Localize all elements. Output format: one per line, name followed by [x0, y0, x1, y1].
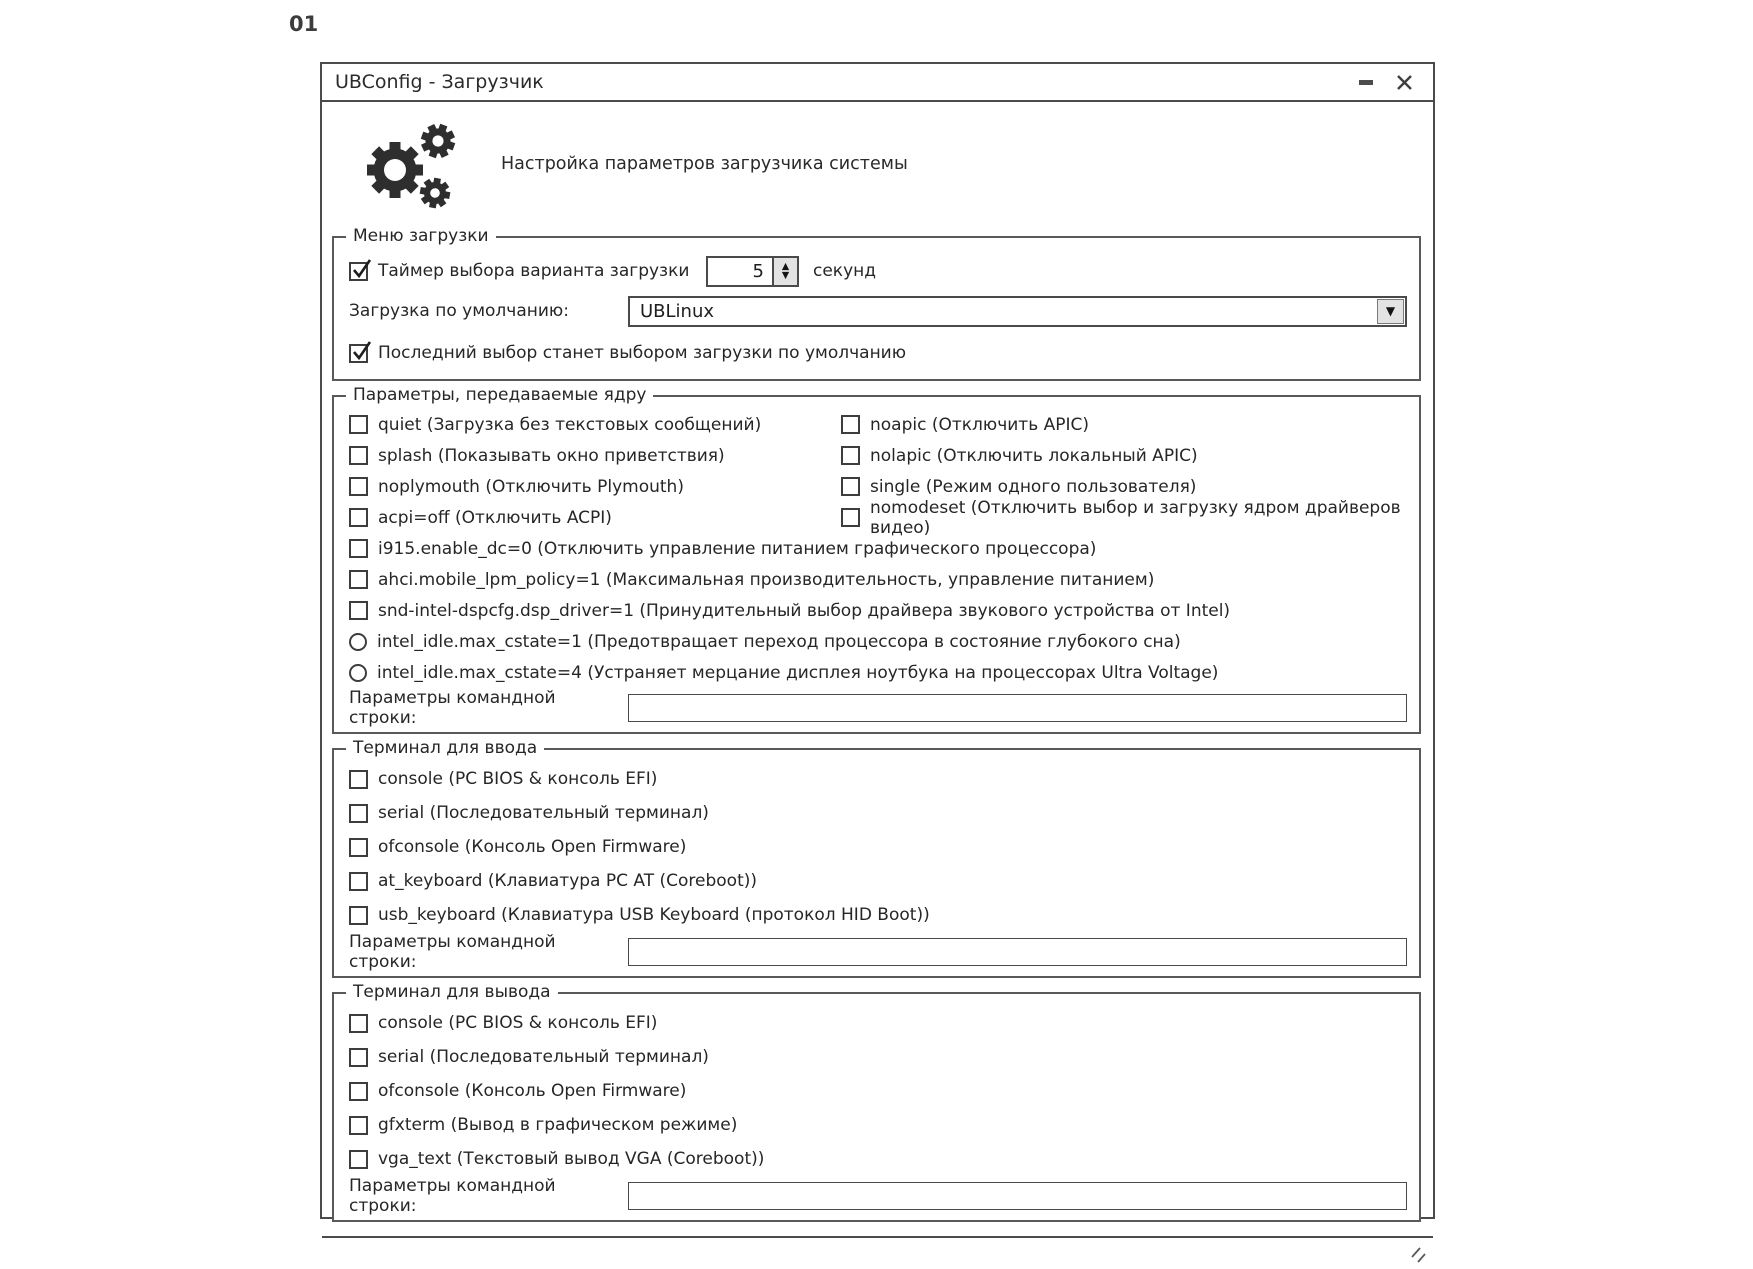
- checkbox-row-ahci-mobile-lpm-policy: [349, 564, 1407, 595]
- output-terminal-row-vga-text: [349, 1142, 1407, 1176]
- titlebar: [322, 64, 1433, 102]
- ahci-mobile-lpm-policy-label[interactable]: ahci.mobile_lpm_policy=1 (Максимальная производительность, управление питанием): [378, 569, 1155, 590]
- snd-intel-dspcfg-label[interactable]: snd-intel-dspcfg.dsp_driver=1 (Принудительный выбор драйвера звукового устройства от Intel): [378, 600, 1231, 621]
- group-kernel-params: [332, 385, 1421, 734]
- noplymouth-checkbox[interactable]: [349, 477, 368, 496]
- checkbox-row-nomodeset: [841, 497, 1407, 538]
- statusbar: [322, 1236, 1433, 1269]
- output-terminal-console-checkbox[interactable]: [349, 1014, 368, 1033]
- minimize-button[interactable]: [1347, 64, 1385, 100]
- input-terminal-at-keyboard-checkbox[interactable]: [349, 872, 368, 891]
- input-terminal-serial-checkbox[interactable]: [349, 804, 368, 823]
- output-terminal-cmdline-label: Параметры командной строки:: [349, 1175, 556, 1216]
- output-terminal-row-ofconsole: [349, 1074, 1407, 1108]
- default-boot-value: UBLinux: [640, 300, 715, 322]
- output-terminal-cmdline-input[interactable]: [628, 1182, 1407, 1210]
- output-terminal-row-serial: [349, 1040, 1407, 1074]
- nomodeset-label[interactable]: nomodeset (Отключить выбор и загрузку ядром драйверов видео): [870, 497, 1401, 538]
- output-terminal-gfxterm-checkbox[interactable]: [349, 1116, 368, 1135]
- minimize-icon: [1359, 80, 1373, 85]
- noapic-checkbox[interactable]: [841, 415, 860, 434]
- default-boot-combobox[interactable]: [628, 296, 1407, 327]
- snd-intel-dspcfg-checkbox[interactable]: [349, 601, 368, 620]
- i915-enable-dc-label[interactable]: i915.enable_dc=0 (Отключить управление питанием графического процессора): [378, 538, 1097, 559]
- default-boot-row: [349, 294, 1407, 328]
- close-button[interactable]: [1385, 64, 1423, 100]
- intel-idle-max-cstate-1-label[interactable]: intel_idle.max_cstate=1 (Предотвращает переход процессора в состояние глубокого сна): [377, 631, 1181, 652]
- input-terminal-ofconsole-label[interactable]: ofconsole (Консоль Open Firmware): [378, 837, 687, 857]
- input-terminal-console-checkbox[interactable]: [349, 770, 368, 789]
- spinner-up-icon: ▲: [781, 260, 790, 272]
- group-terminal-input-title: Терминал для ввода: [346, 738, 544, 758]
- spinner-down-icon: ▼: [781, 270, 790, 281]
- checkbox-row-noplymouth: [349, 471, 841, 502]
- input-terminal-usb-keyboard-label[interactable]: usb_keyboard (Клавиатура USB Keyboard (протокол HID Boot)): [378, 905, 930, 925]
- group-terminal-input: [332, 738, 1421, 978]
- last-choice-checkbox[interactable]: [349, 344, 368, 363]
- single-label[interactable]: single (Режим одного пользователя): [870, 476, 1197, 497]
- i915-enable-dc-checkbox[interactable]: [349, 539, 368, 558]
- kernel-cmdline-row: [349, 687, 1407, 728]
- boot-timer-value-input[interactable]: [706, 256, 772, 287]
- intel-idle-max-cstate-1-radio[interactable]: [349, 633, 367, 651]
- input-terminal-row-at-keyboard: [349, 864, 1407, 898]
- group-terminal-output: [332, 982, 1421, 1222]
- output-terminal-ofconsole-label[interactable]: ofconsole (Консоль Open Firmware): [378, 1081, 687, 1101]
- single-checkbox[interactable]: [841, 477, 860, 496]
- kernel-cmdline-label: Параметры командной строки:: [349, 687, 556, 728]
- group-kernel-params-title: Параметры, передаваемые ядру: [346, 385, 653, 405]
- nomodeset-checkbox[interactable]: [841, 508, 860, 527]
- dropdown-arrow-icon: ▼: [1385, 304, 1396, 318]
- quiet-checkbox[interactable]: [349, 415, 368, 434]
- checkbox-row-acpi-off: [349, 502, 841, 533]
- output-terminal-gfxterm-label[interactable]: gfxterm (Вывод в графическом режиме): [378, 1115, 738, 1135]
- default-boot-dropdown-button[interactable]: [1377, 299, 1404, 324]
- input-terminal-usb-keyboard-checkbox[interactable]: [349, 906, 368, 925]
- default-boot-label: Загрузка по умолчанию:: [349, 301, 569, 321]
- checkbox-row-noapic: [841, 409, 1407, 440]
- check-icon: [351, 341, 370, 360]
- checkbox-row-i915-enable-dc: [349, 533, 1407, 564]
- input-terminal-ofconsole-checkbox[interactable]: [349, 838, 368, 857]
- output-terminal-row-console: [349, 1006, 1407, 1040]
- header: [355, 118, 1413, 210]
- input-terminal-row-console: [349, 762, 1407, 796]
- checkbox-row-nolapic: [841, 440, 1407, 471]
- boot-timer-spin-buttons[interactable]: [772, 256, 799, 287]
- nolapic-checkbox[interactable]: [841, 446, 860, 465]
- input-terminal-row-usb-keyboard: [349, 898, 1407, 932]
- acpi-off-label[interactable]: acpi=off (Отключить ACPI): [378, 507, 612, 528]
- acpi-off-checkbox[interactable]: [349, 508, 368, 527]
- radio-row-intel-idle-max-cstate-1: [349, 626, 1407, 657]
- noapic-label[interactable]: noapic (Отключить APIC): [870, 414, 1090, 435]
- window-title: UBConfig - Загрузчик: [335, 71, 544, 93]
- gears-icon: [355, 118, 457, 210]
- quiet-label[interactable]: quiet (Загрузка без текстовых сообщений): [378, 414, 762, 435]
- header-subtitle: Настройка параметров загрузчика системы: [501, 154, 908, 174]
- intel-idle-max-cstate-4-radio[interactable]: [349, 664, 367, 682]
- input-terminal-cmdline-label: Параметры командной строки:: [349, 931, 556, 972]
- input-terminal-cmdline-row: [349, 931, 1407, 972]
- radio-row-intel-idle-max-cstate-4: [349, 657, 1407, 688]
- boot-timer-unit-label: секунд: [813, 261, 877, 281]
- last-choice-row: [349, 336, 1407, 370]
- nolapic-label[interactable]: nolapic (Отключить локальный APIC): [870, 445, 1198, 466]
- checkbox-row-splash: [349, 440, 841, 471]
- output-terminal-cmdline-row: [349, 1175, 1407, 1216]
- boot-timer-spinner: [706, 256, 799, 287]
- input-terminal-row-ofconsole: [349, 830, 1407, 864]
- boot-timer-checkbox[interactable]: [349, 262, 368, 281]
- boot-timer-label[interactable]: Таймер выбора варианта загрузки: [378, 261, 690, 281]
- output-terminal-serial-label[interactable]: serial (Последовательный терминал): [378, 1047, 709, 1067]
- output-terminal-row-gfxterm: [349, 1108, 1407, 1142]
- check-icon: [351, 259, 370, 278]
- input-terminal-row-serial: [349, 796, 1407, 830]
- output-terminal-ofconsole-checkbox[interactable]: [349, 1082, 368, 1101]
- output-terminal-vga-text-label[interactable]: vga_text (Текстовый вывод VGA (Coreboot)): [378, 1149, 765, 1169]
- close-icon: [1396, 74, 1413, 91]
- figure-label: 01: [289, 12, 319, 36]
- checkbox-row-quiet: [349, 409, 841, 440]
- kernel-cmdline-input[interactable]: [628, 694, 1407, 722]
- window-content: [322, 102, 1433, 1236]
- resize-grip-icon[interactable]: [1406, 1247, 1426, 1263]
- input-terminal-cmdline-input[interactable]: [628, 938, 1407, 966]
- group-boot-menu-title: Меню загрузки: [346, 226, 496, 246]
- input-terminal-at-keyboard-label[interactable]: at_keyboard (Клавиатура PC AT (Coreboot)): [378, 871, 758, 891]
- group-boot-menu: [332, 226, 1421, 381]
- ahci-mobile-lpm-policy-checkbox[interactable]: [349, 570, 368, 589]
- output-terminal-console-label[interactable]: console (PC BIOS & консоль EFI): [378, 1013, 658, 1033]
- boot-timer-row: [349, 254, 1407, 288]
- splash-label[interactable]: splash (Показывать окно приветствия): [378, 445, 725, 466]
- input-terminal-serial-label[interactable]: serial (Последовательный терминал): [378, 803, 709, 823]
- checkbox-row-snd-intel-dspcfg: [349, 595, 1407, 626]
- noplymouth-label[interactable]: noplymouth (Отключить Plymouth): [378, 476, 684, 497]
- splash-checkbox[interactable]: [349, 446, 368, 465]
- last-choice-label[interactable]: Последний выбор станет выбором загрузки по умолчанию: [378, 343, 907, 363]
- group-terminal-output-title: Терминал для вывода: [346, 982, 558, 1002]
- intel-idle-max-cstate-4-label[interactable]: intel_idle.max_cstate=4 (Устраняет мерцание дисплея ноутбука на процессорах Ultra Voltage): [377, 662, 1219, 683]
- output-terminal-vga-text-checkbox[interactable]: [349, 1150, 368, 1169]
- app-window: [320, 62, 1435, 1219]
- input-terminal-console-label[interactable]: console (PC BIOS & консоль EFI): [378, 769, 658, 789]
- output-terminal-serial-checkbox[interactable]: [349, 1048, 368, 1067]
